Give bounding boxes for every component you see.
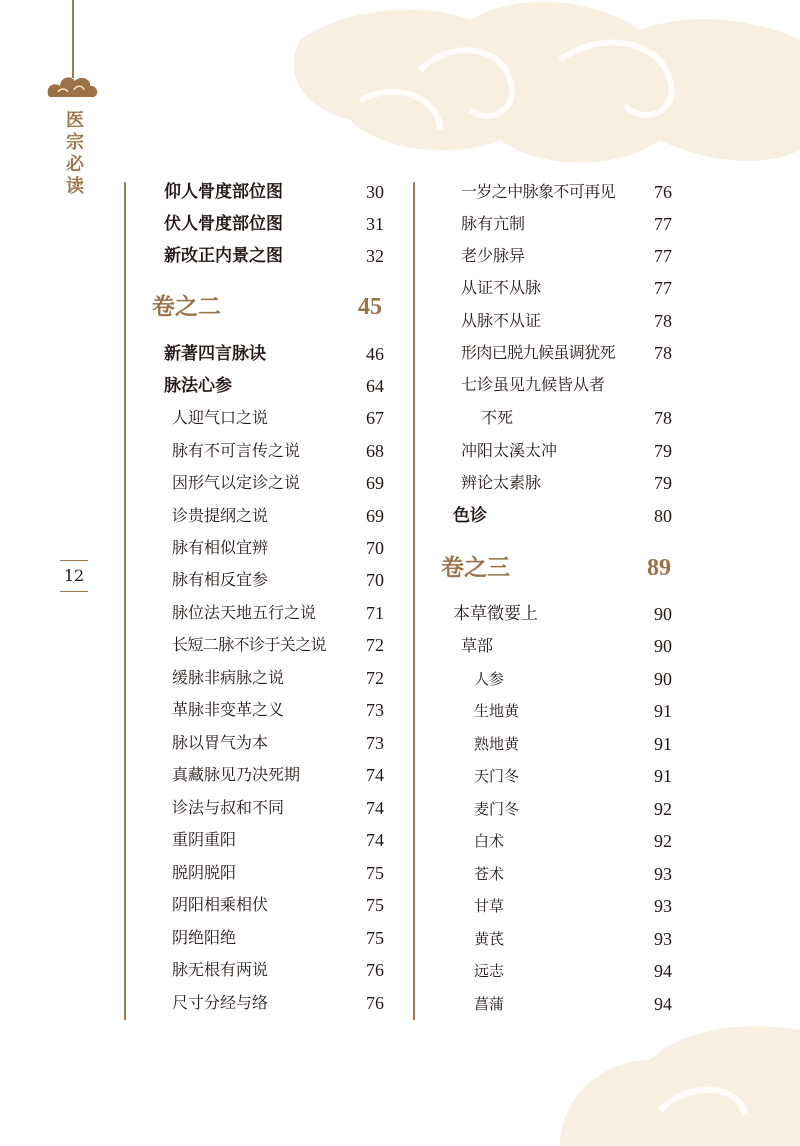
book-title-vertical	[64, 110, 86, 198]
toc-entry-page: 74	[366, 830, 384, 850]
toc-entry[interactable]	[172, 532, 386, 564]
toc-entry-page: 91	[654, 734, 672, 754]
toc-entry-title: 生地黄	[474, 702, 520, 720]
toc-entry-title: 人迎气口之说	[172, 408, 269, 427]
toc-entry-title: 菖蒲	[474, 995, 505, 1013]
toc-entry[interactable]	[172, 597, 386, 629]
volume-heading-title: 卷之三	[441, 554, 510, 581]
toc-entry-title: 脉有相反宜参	[172, 570, 269, 589]
toc-entry-title: 脉法心参	[164, 376, 232, 396]
toc-entry[interactable]	[164, 370, 386, 402]
toc-entry[interactable]	[474, 858, 675, 890]
toc-entry[interactable]	[474, 988, 675, 1020]
toc-entry-title: 苍术	[474, 865, 505, 883]
toc-entry-title: 革脉非变革之义	[172, 700, 285, 719]
toc-entry-title: 新著四言脉诀	[164, 344, 266, 364]
toc-entry-page: 71	[366, 603, 384, 623]
toc-entry[interactable]	[474, 955, 675, 987]
toc-entry-title: 色诊	[453, 506, 487, 526]
toc-entry-title: 仰人骨度部位图	[164, 182, 283, 202]
toc-entry-title: 脉有不可言传之说	[172, 441, 301, 460]
toc-entry-title: 草部	[461, 636, 494, 655]
toc-entry[interactable]	[172, 987, 386, 1019]
toc-entry[interactable]	[172, 435, 386, 467]
toc-entry-title: 重阴重阳	[172, 830, 237, 849]
toc-entry-page: 67	[366, 408, 384, 428]
toc-entry-title: 黄芪	[474, 930, 505, 948]
toc-entry-page: 94	[654, 994, 672, 1014]
book-title-char: 宗	[66, 132, 84, 153]
toc-entry-page: 90	[654, 636, 672, 656]
toc-entry-title: 长短二脉不诊于关之说	[172, 635, 327, 654]
toc-entry-title: 人参	[474, 670, 505, 688]
toc-entry-page: 92	[654, 831, 672, 851]
toc-entry-title: 从证不从脉	[461, 278, 542, 297]
toc-entry[interactable]	[461, 337, 675, 369]
toc-entry-title: 冲阳太溪太冲	[461, 441, 558, 460]
toc-entry-page: 92	[654, 799, 672, 819]
toc-entry-page: 91	[654, 766, 672, 786]
toc-entry-page: 76	[366, 993, 384, 1013]
toc-entry-page: 79	[654, 441, 672, 461]
toc-entry-page: 77	[654, 246, 672, 266]
toc-entry[interactable]	[172, 467, 386, 499]
toc-entry-page: 70	[366, 570, 384, 590]
toc-entry[interactable]	[172, 954, 386, 986]
toc-entry-page: 76	[366, 960, 384, 980]
toc-entry-page: 68	[366, 441, 384, 461]
toc-entry-title: 脉无根有两说	[172, 960, 269, 979]
toc-entry-title: 熟地黄	[474, 735, 520, 753]
toc-entry[interactable]	[172, 792, 386, 824]
toc-entry-title: 因形气以定诊之说	[172, 473, 301, 492]
middle-column-rule	[413, 182, 415, 1020]
toc-entry[interactable]	[164, 208, 386, 240]
toc-entry-page: 30	[366, 182, 384, 202]
toc-entry-title: 伏人骨度部位图	[164, 214, 283, 234]
toc-entry-page: 32	[366, 246, 384, 266]
toc-entry[interactable]	[461, 176, 675, 208]
toc-entry-page: 72	[366, 635, 384, 655]
toc-entry-page: 31	[366, 214, 384, 234]
toc-entry[interactable]	[461, 272, 675, 304]
toc-entry-title: 甘草	[474, 897, 505, 915]
toc-entry[interactable]	[461, 208, 675, 240]
toc-entry-page: 73	[366, 733, 384, 753]
toc-entry[interactable]	[164, 176, 386, 208]
toc-entry-page: 69	[366, 473, 384, 493]
toc-entry-page: 74	[366, 798, 384, 818]
toc-entry-page: 73	[366, 700, 384, 720]
toc-entry-page: 75	[366, 863, 384, 883]
toc-entry[interactable]	[164, 240, 386, 272]
toc-entry-page: 91	[654, 701, 672, 721]
toc-entry-title: 脉有亢制	[461, 214, 526, 233]
toc-entry[interactable]	[172, 759, 386, 791]
toc-entry-title: 形肉已脱九候虽调犹死	[461, 343, 616, 362]
toc-entry[interactable]	[172, 727, 386, 759]
toc-entry[interactable]	[474, 793, 675, 825]
toc-entry[interactable]	[461, 630, 675, 662]
toc-entry-page: 74	[366, 765, 384, 785]
toc-entry[interactable]	[474, 728, 675, 760]
toc-entry[interactable]	[461, 402, 675, 434]
volume-heading[interactable]	[441, 548, 677, 588]
toc-entry-page: 93	[654, 929, 672, 949]
toc-entry-page: 77	[654, 278, 672, 298]
toc-entry[interactable]	[461, 305, 675, 337]
toc-entry[interactable]	[172, 824, 386, 856]
toc-entry-page: 78	[654, 311, 672, 331]
volume-heading-page: 89	[647, 555, 671, 581]
toc-entry-title: 辨论太素脉	[461, 473, 542, 492]
volume-heading-title: 卷之二	[152, 293, 221, 320]
toc-entry[interactable]	[172, 564, 386, 596]
toc-entry-title: 新改正内景之图	[164, 246, 283, 266]
toc-entry-title: 诊法与叔和不同	[172, 798, 285, 817]
toc-entry[interactable]	[461, 240, 675, 272]
toc-entry[interactable]	[474, 663, 675, 695]
hanging-string	[72, 0, 74, 78]
toc-entry-page: 75	[366, 928, 384, 948]
toc-entry-page: 46	[366, 344, 384, 364]
toc-entry-page: 93	[654, 896, 672, 916]
toc-entry-title: 天门冬	[474, 767, 520, 785]
toc-entry-title: 老少脉异	[461, 246, 526, 265]
toc-entry-page: 90	[654, 604, 672, 624]
toc-entry-page: 80	[654, 506, 672, 526]
toc-entry-title: 尺寸分经与络	[172, 993, 269, 1012]
toc-entry[interactable]	[172, 857, 386, 889]
toc-entry-title: 一岁之中脉象不可再见	[461, 182, 616, 201]
toc-entry-page: 78	[654, 408, 672, 428]
toc-entry-page: 94	[654, 961, 672, 981]
toc-entry[interactable]	[474, 825, 675, 857]
toc-entry[interactable]	[172, 629, 386, 661]
toc-entry-page: 75	[366, 895, 384, 915]
toc-entry[interactable]	[461, 435, 675, 467]
volume-heading-page: 45	[358, 294, 382, 320]
toc-entry-title: 脉有相似宜辨	[172, 538, 269, 557]
toc-entry-page: 72	[366, 668, 384, 688]
toc-entry-title: 真藏脉见乃决死期	[172, 765, 301, 784]
toc-entry[interactable]	[461, 369, 675, 401]
toc-entry[interactable]	[172, 922, 386, 954]
toc-entry-title: 脱阴脱阳	[172, 863, 237, 882]
toc-entry-title: 远志	[474, 962, 505, 980]
book-title-char: 读	[66, 176, 84, 197]
toc-entry-title: 本草徵要上	[453, 604, 538, 624]
toc-entry-title: 不死	[481, 408, 514, 427]
toc-entry[interactable]	[474, 695, 675, 727]
toc-entry-title: 缓脉非病脉之说	[172, 668, 285, 687]
toc-entry-page: 76	[654, 182, 672, 202]
toc-entry[interactable]	[461, 467, 675, 499]
toc-entry-page: 93	[654, 864, 672, 884]
left-column-rule	[124, 182, 126, 1020]
toc-entry[interactable]	[172, 694, 386, 726]
page-number: 12	[60, 560, 88, 592]
toc-entry-page: 70	[366, 538, 384, 558]
toc-entry-title: 白术	[474, 832, 505, 850]
toc-entry-title: 麦门冬	[474, 800, 520, 818]
toc-entry[interactable]	[453, 500, 675, 532]
book-title-char: 必	[66, 154, 84, 175]
toc-entry[interactable]	[474, 760, 675, 792]
toc-entry[interactable]	[172, 889, 386, 921]
toc-entry[interactable]	[453, 598, 675, 630]
toc-entry-page: 77	[654, 214, 672, 234]
toc-entry-title: 脉位法天地五行之说	[172, 603, 317, 622]
toc-entry[interactable]	[474, 923, 675, 955]
toc-entry[interactable]	[172, 662, 386, 694]
toc-entry[interactable]	[172, 500, 386, 532]
toc-entry-page: 69	[366, 506, 384, 526]
toc-entry[interactable]	[164, 338, 386, 370]
toc-entry-title: 阴绝阳绝	[172, 928, 237, 947]
toc-entry[interactable]	[172, 402, 386, 434]
toc-entry-page: 64	[366, 376, 384, 396]
toc-entry-title: 七诊虽见九候皆从者	[461, 375, 606, 394]
toc-entry-page: 79	[654, 473, 672, 493]
cloud-ornament-icon	[44, 72, 100, 104]
toc-entry[interactable]	[474, 890, 675, 922]
book-title-char: 医	[66, 110, 84, 131]
volume-heading[interactable]	[152, 287, 388, 327]
toc-entry-title: 诊贵提纲之说	[172, 506, 269, 525]
toc-entry-page: 78	[654, 343, 672, 363]
toc-entry-page: 90	[654, 669, 672, 689]
toc-entry-title: 从脉不从证	[461, 311, 542, 330]
toc-entry-title: 阴阳相乘相伏	[172, 895, 269, 914]
toc-entry-title: 脉以胃气为本	[172, 733, 269, 752]
